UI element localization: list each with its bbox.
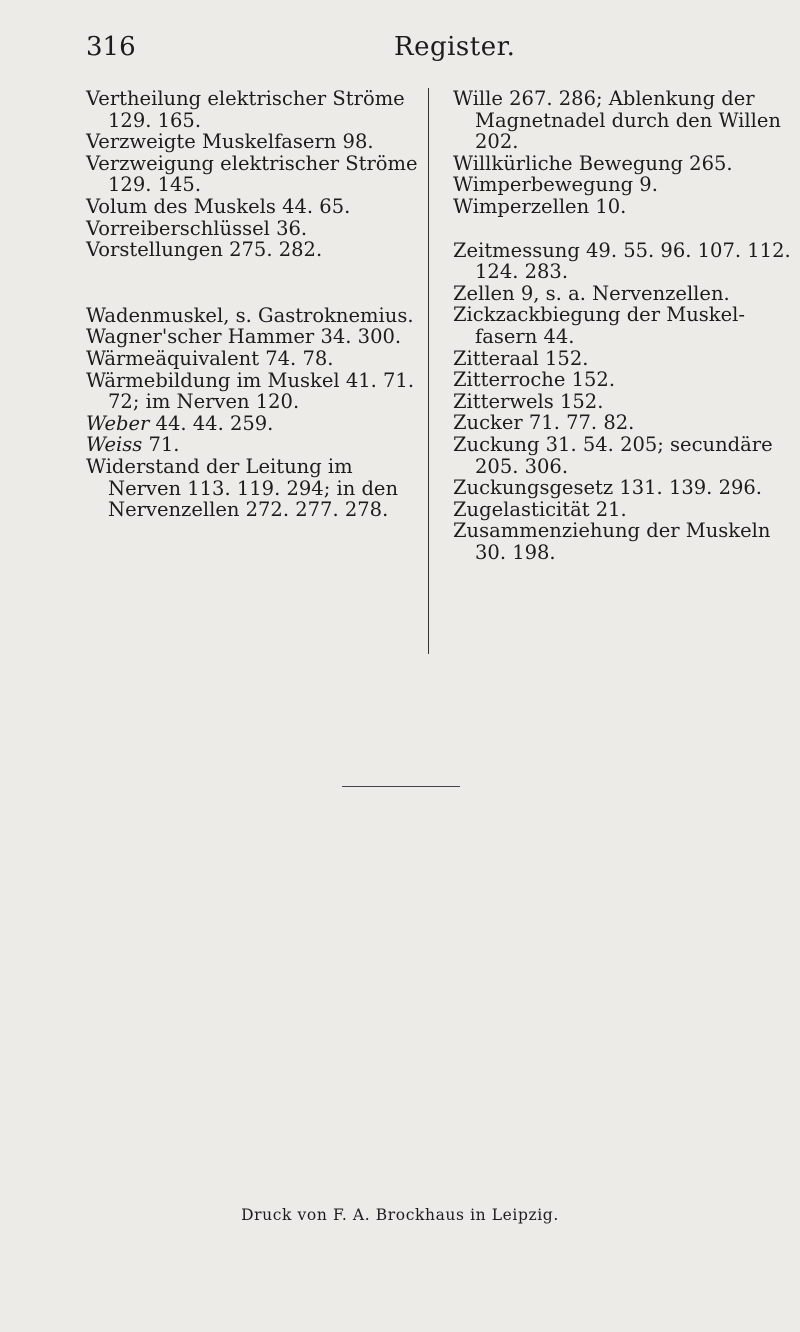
index-entry: Wimperzellen 10. (453, 194, 627, 218)
index-entry: Zitterwels 152. (453, 389, 604, 413)
column-divider (428, 88, 429, 654)
index-entry: Wille 267. 286; Ablenkung der Magnetnadel durch den Willen 202. (453, 87, 781, 154)
page-refs: 71. (142, 433, 180, 457)
index-entry: Verzweigung elektrischer Ströme 129. 145. (86, 151, 418, 197)
index-entry: Zitterroche 152. (453, 368, 616, 392)
index-entry: Wadenmuskel, s. Gastroknemius. (86, 303, 414, 327)
index-entry: Zucker 71. 77. 82. (453, 411, 635, 435)
page-number: 316 (86, 32, 136, 62)
page-header (86, 32, 746, 72)
index-entry: Zickzackbiegung der Muskelfasern 44. (453, 303, 745, 348)
index-entry: Wagner'scher Hammer 34. 300. (86, 325, 402, 349)
index-entry: Vorreiberschlüssel 36. (86, 216, 308, 240)
index-entry: Zellen 9, s. a. Nervenzellen. (453, 281, 730, 305)
index-entry: Vorstellungen 275. 282. (86, 238, 323, 262)
index-entry: Zusammenziehung der Muskeln 30. 198. (453, 519, 771, 564)
index-entry: Wärmeäquivalent 74. 78. (86, 346, 334, 370)
index-entry (86, 434, 426, 456)
index-entry: Zuckungsgesetz 131. 139. 296. (453, 476, 762, 500)
index-entry: Volum des Muskels 44. 65. (86, 194, 351, 218)
index-entry: Vertheilung elektrischer Ströme 129. 165. (86, 87, 405, 132)
end-rule (342, 786, 460, 787)
index-entry: Wimperbewegung 9. (453, 173, 658, 197)
index-entry: Wärmebildung im Muskel 41. 71. 72; im Nerven 120. (86, 368, 415, 414)
author-name: Weber (86, 411, 150, 435)
index-entry: Zitteraal 152. (453, 346, 589, 370)
index-entry: Verzweigte Muskelfasern 98. (86, 130, 374, 154)
index-entry: Willkürliche Bewegung 265. (453, 151, 733, 175)
index-entry: Zuckung 31. 54. 205; secundäre 205. 306. (453, 432, 773, 478)
index-entry: Zeitmessung 49. 55. 96. 107. 112. 124. 283. (453, 238, 791, 284)
index-entry: Zugelasticität 21. (453, 497, 627, 521)
index-entry (86, 413, 426, 435)
author-name: Weiss (86, 433, 143, 457)
running-title: Register. (394, 32, 516, 62)
page-refs: 44. 44. 259. (149, 411, 274, 435)
index-entry: Widerstand der Leitung im Nerven 113. 119. 294; in den Nervenzellen 272. 277. 278. (86, 454, 399, 522)
index-column-right (453, 88, 793, 563)
printer-imprint: Druck von F. A. Brockhaus in Leipzig. (241, 1206, 559, 1224)
index-column-left (86, 88, 426, 521)
